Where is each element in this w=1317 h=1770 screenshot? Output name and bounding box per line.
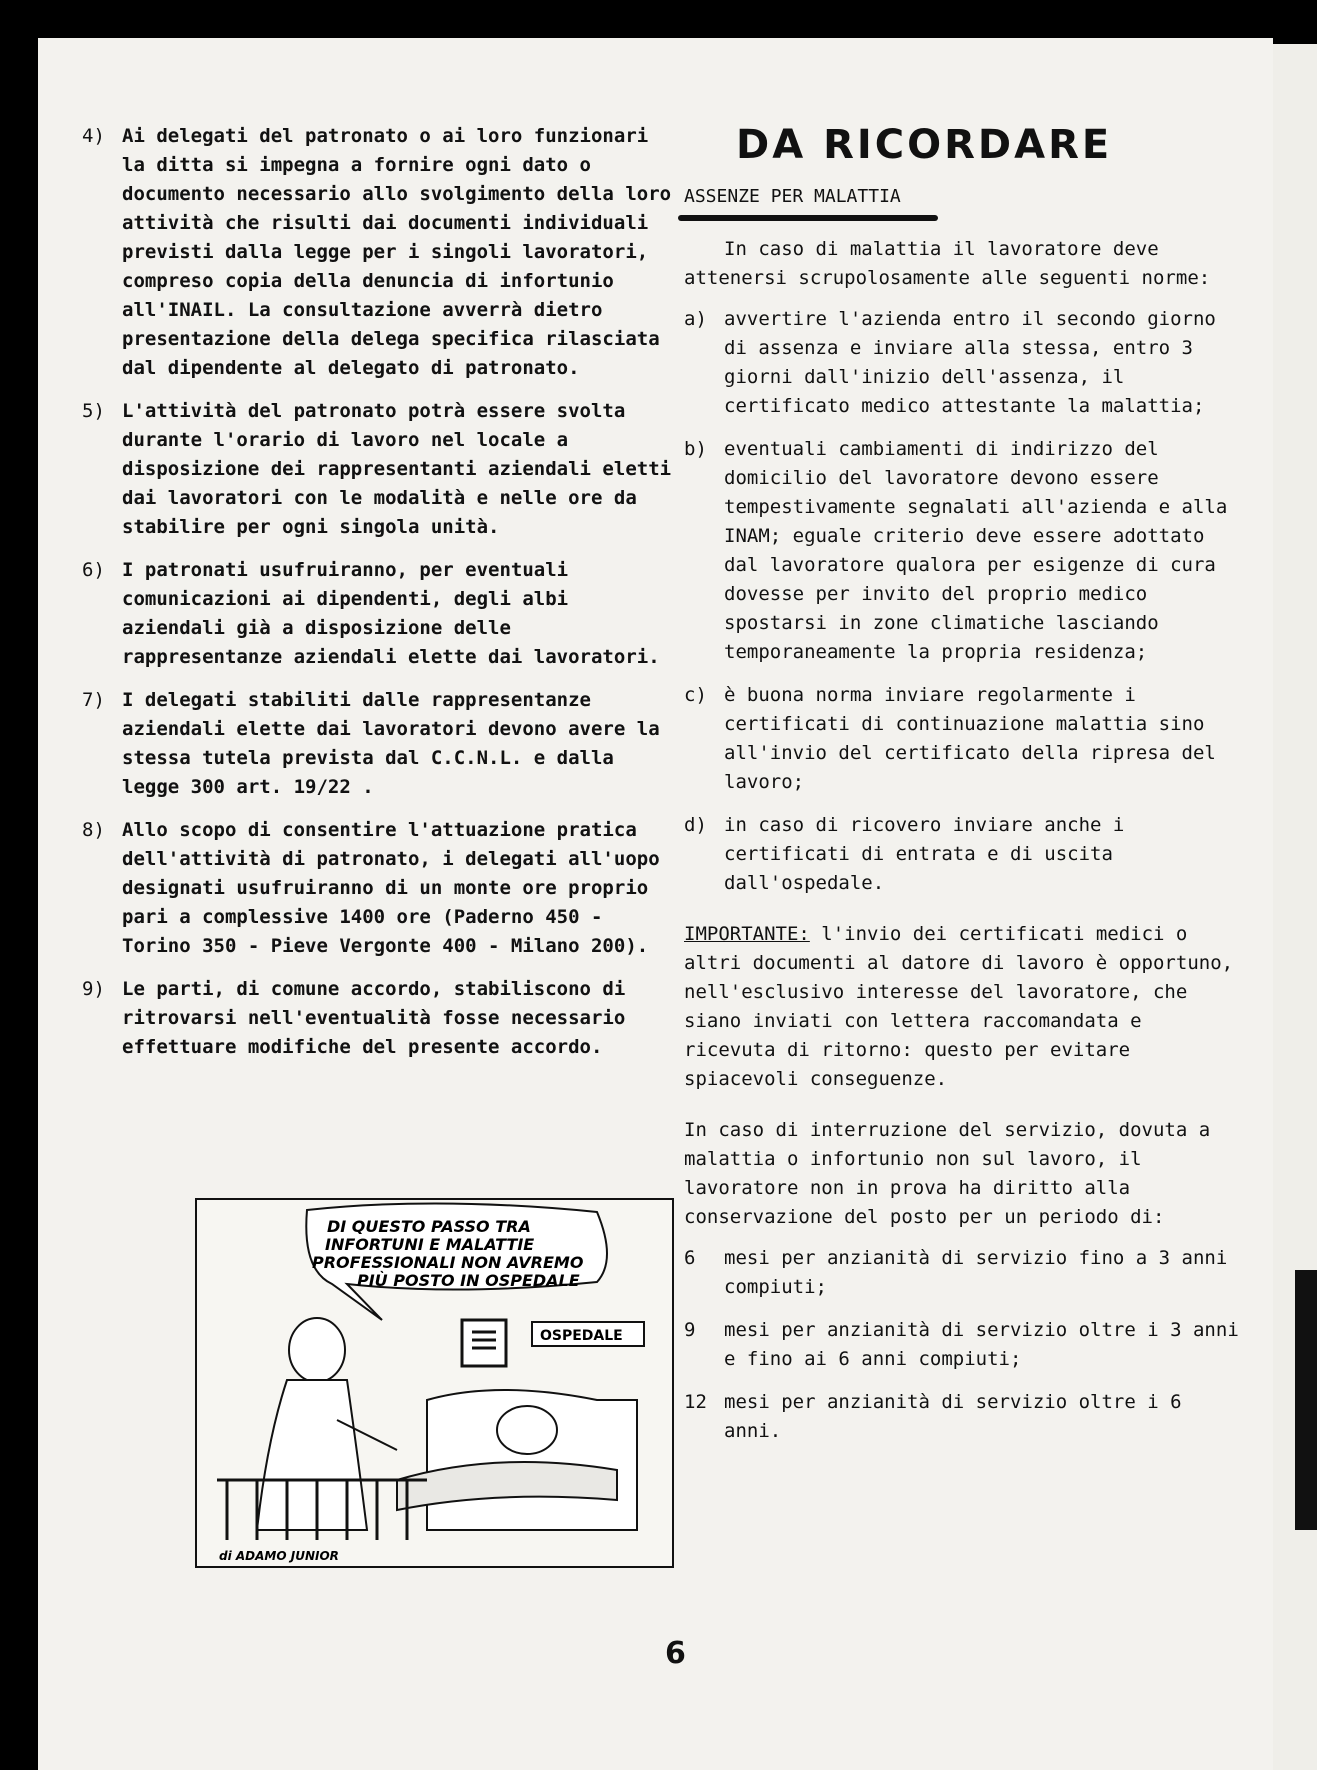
list-item-6 (82, 556, 682, 672)
figure-body (257, 1380, 367, 1530)
patient-head (497, 1406, 557, 1454)
list-item-8 (82, 816, 682, 961)
figure-head (289, 1318, 345, 1382)
item-text: Allo scopo di consentire l'attuazione pratica dell'attività di patronato, i delegati all'uopo designati usufruiranno di un monte ore proprio pari a complessive 1400 ore (Paderno 450 - Torino 350 - Pieve Vergonte 400 - Milano 200). (122, 819, 660, 957)
right-column (684, 122, 1244, 1460)
list-item-5 (82, 397, 682, 542)
rule-item-a (684, 305, 1244, 421)
list-item-4 (82, 122, 682, 383)
important-label: IMPORTANTE: (684, 923, 810, 945)
bubble-line-2: INFORTUNI E MALATTIE (325, 1235, 535, 1254)
hospital-sign-text: OSPEDALE (540, 1328, 623, 1344)
cartoon-drawing (197, 1200, 672, 1566)
period-months: 12 (684, 1391, 707, 1413)
rule-text: eventuali cambiamenti di indirizzo del domicilio del lavoratore devono essere tempestivamente segnalati all'azienda e alla INAM; eguale criterio deve essere adottato dal lavoratore qualora per esigenze di cura dovesse per invito del proprio medico spostarsi in zone climatiche lasciando temporaneamente la propria residenza; (724, 438, 1228, 663)
interruption-paragraph: In caso di interruzione del servizio, dovuta a malattia o infortunio non sul lavoro, il lavoratore non in prova ha diritto alla conservazione del posto per un periodo di: (684, 1119, 1211, 1228)
left-column (82, 122, 682, 1076)
intro-paragraph: In caso di malattia il lavoratore deve attenersi scrupolosamente alle seguenti norme: (684, 238, 1211, 289)
period-item (684, 1244, 1244, 1302)
item-number: 9) (82, 978, 105, 1000)
wall-box (462, 1320, 506, 1366)
rule-letter: b) (684, 438, 707, 460)
adjacent-page-dark-strip (1295, 1270, 1317, 1530)
artist-signature: di ADAMO JUNIOR (219, 1549, 339, 1563)
rule-text: è buona norma inviare regolarmente i certificati di continuazione malattia sino all'invio del certificato della ripresa del lavoro; (724, 684, 1216, 793)
item-number: 5) (82, 400, 105, 422)
rule-letter: a) (684, 308, 707, 330)
period-text: mesi per anzianità di servizio fino a 3 anni compiuti; (724, 1247, 1228, 1298)
item-number: 8) (82, 819, 105, 841)
important-paragraph (684, 920, 1244, 1094)
period-months: 9 (684, 1319, 696, 1341)
rule-item-c (684, 681, 1244, 797)
bubble-line-1: DI QUESTO PASSO TRA (327, 1217, 531, 1236)
list-item-9 (82, 975, 682, 1062)
important-text: l'invio dei certificati medici o altri documenti al datore di lavoro è opportuno, nell'esclusivo interesse del lavoratore, che siano inviati con lettera raccomandata e ricevuta di ritorno: questo per evitare spiacevoli conseguenze. (684, 923, 1234, 1090)
item-number: 6) (82, 559, 105, 581)
period-item (684, 1316, 1244, 1374)
subheading: ASSENZE PER MALATTIA (684, 186, 901, 207)
section-heading: DA RICORDARE (736, 122, 1113, 168)
heading-underline-rule (678, 215, 938, 221)
period-text: mesi per anzianità di servizio oltre i 6 anni. (724, 1391, 1182, 1442)
item-text: Ai delegati del patronato o ai loro funzionari la ditta si impegna a fornire ogni dato o documento necessario allo svolgimento della loro attività che risulti dai documenti individuali previsti dalla legge per i singoli lavoratori, compreso copia della denuncia di infortunio all'INAIL. La consultazione avverrà dietro presentazione della delega specifica rilasciata dal dipendente al delegato di patronato. (122, 125, 672, 379)
bubble-line-4: PIÙ POSTO IN OSPEDALE (357, 1271, 580, 1290)
rule-letter: d) (684, 814, 707, 836)
item-text: I patronati usufruiranno, per eventuali comunicazioni ai dipendenti, degli albi aziendali già a disposizione delle rappresentanze aziendali elette dai lavoratori. (122, 559, 660, 668)
item-text: I delegati stabiliti dalle rappresentanze aziendali elette dai lavoratori devono avere la stessa tutela prevista dal C.C.N.L. e dalla legge 300 art. 19/22 . (122, 689, 660, 798)
item-number: 7) (82, 689, 105, 711)
period-months: 6 (684, 1247, 696, 1269)
item-text: L'attività del patronato potrà essere svolta durante l'orario di lavoro nel locale a disposizione dei rappresentanti aziendali eletti dai lavoratori con le modalità e nelle ore da stabilire per ogni singola unità. (122, 400, 672, 538)
list-item-7 (82, 686, 682, 802)
rule-item-b (684, 435, 1244, 667)
item-number: 4) (82, 125, 105, 147)
item-text: Le parti, di comune accordo, stabiliscono di ritrovarsi nell'eventualità fosse necessario effettuare modifiche del presente accordo. (122, 978, 626, 1058)
page-number: 6 (665, 1636, 686, 1671)
rule-text: in caso di ricovero inviare anche i certificati di entrata e di uscita dall'ospedale. (724, 814, 1125, 894)
rule-item-d (684, 811, 1244, 898)
rule-text: avvertire l'azienda entro il secondo giorno di assenza e inviare alla stessa, entro 3 giorni dall'inizio dell'assenza, il certificato medico attestante la malattia; (724, 308, 1216, 417)
period-text: mesi per anzianità di servizio oltre i 3 anni e fino ai 6 anni compiuti; (724, 1319, 1239, 1370)
rule-letter: c) (684, 684, 707, 706)
period-item (684, 1388, 1244, 1446)
bubble-line-3: PROFESSIONALI NON AVREMO (312, 1253, 584, 1272)
cartoon-illustration (195, 1198, 674, 1568)
